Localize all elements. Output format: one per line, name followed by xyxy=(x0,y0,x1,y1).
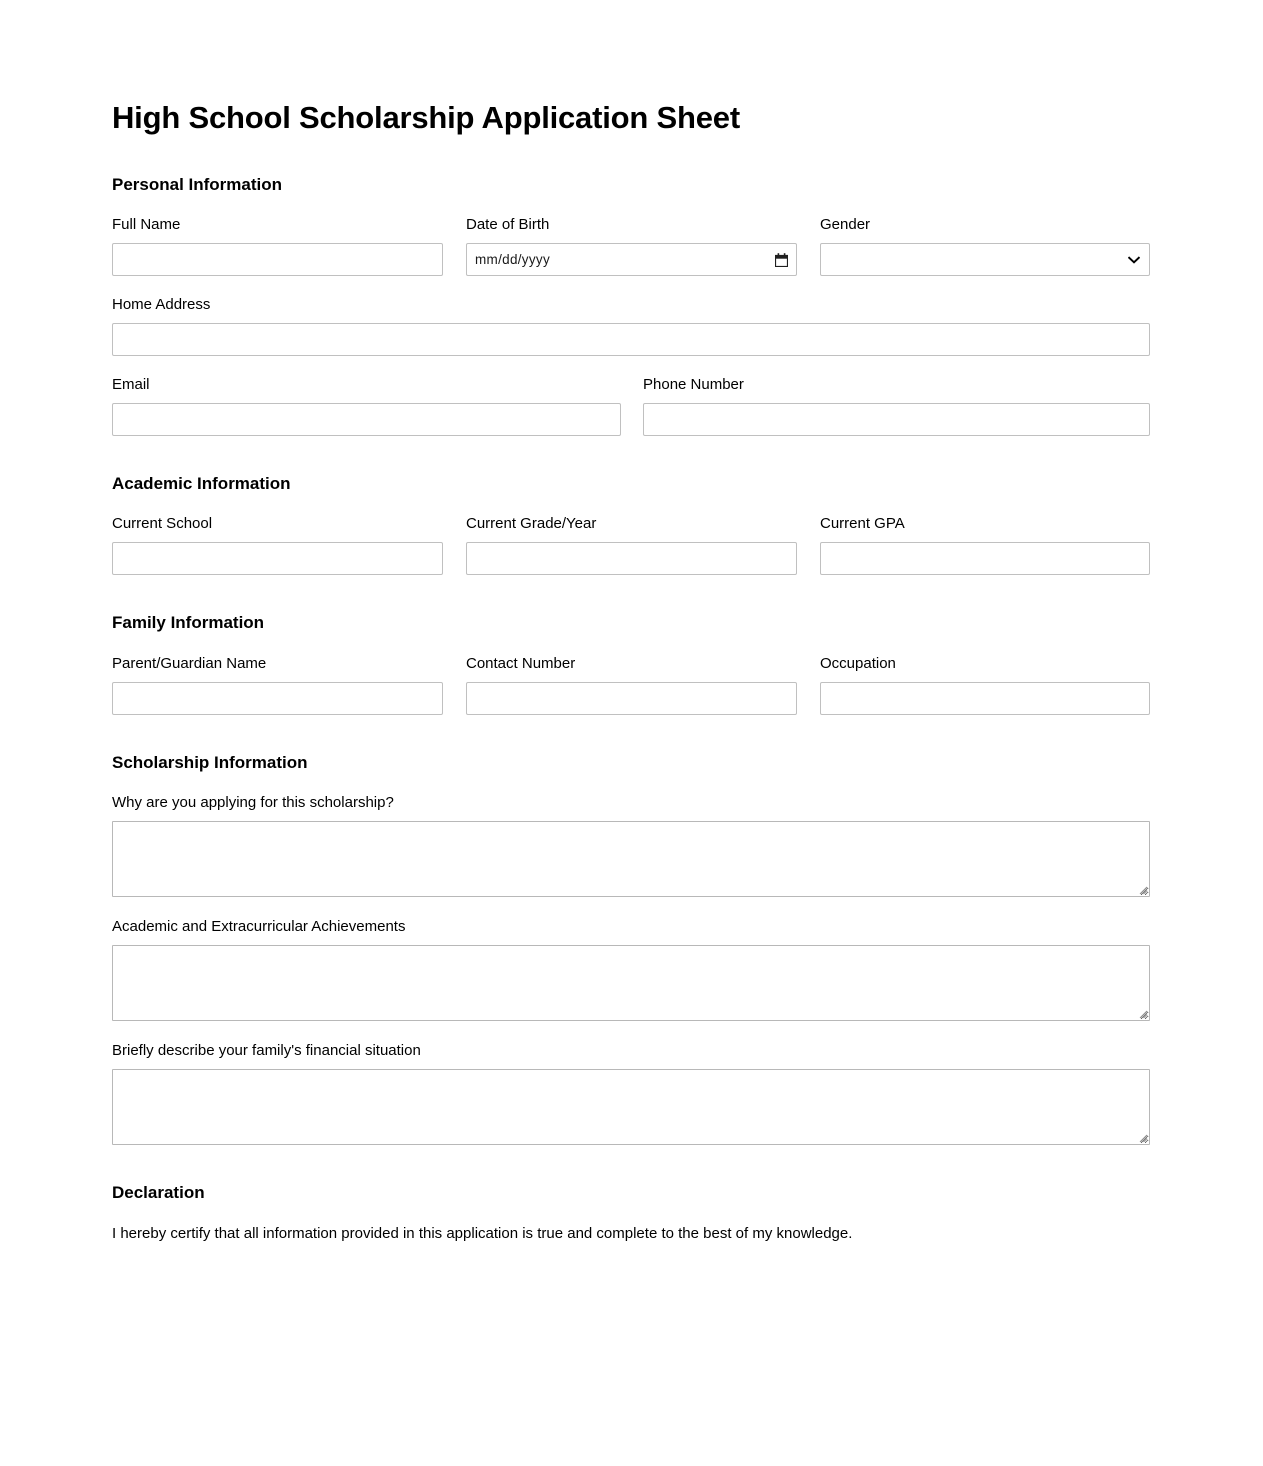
field-phone-number xyxy=(643,376,1150,436)
label-occupation: Occupation xyxy=(820,654,896,672)
label-home-address: Home Address xyxy=(112,296,211,314)
field-current-school xyxy=(112,515,443,575)
field-parent-guardian-name xyxy=(112,655,443,715)
home-address-input[interactable] xyxy=(112,323,1150,356)
gender-select-wrapper xyxy=(820,243,1150,276)
field-gender xyxy=(820,216,1150,276)
calendar-icon[interactable] xyxy=(775,253,788,267)
section-personal-information xyxy=(112,175,1150,436)
date-of-birth-wrapper xyxy=(466,243,797,276)
label-contact-number: Contact Number xyxy=(466,654,576,672)
field-achievements xyxy=(112,918,1150,1021)
financial-situation-textarea[interactable] xyxy=(112,1069,1150,1145)
contact-number-input[interactable] xyxy=(466,682,797,715)
financial-situation-wrapper xyxy=(112,1069,1150,1145)
section-heading-academic: Academic Information xyxy=(112,474,291,494)
page-title: High School Scholarship Application Sheet xyxy=(112,100,740,135)
current-grade-input[interactable] xyxy=(466,542,797,575)
label-parent-guardian-name: Parent/Guardian Name xyxy=(112,654,267,672)
section-scholarship-information xyxy=(112,753,1150,1145)
academic-row-1 xyxy=(112,515,1150,575)
gender-select[interactable] xyxy=(820,243,1150,276)
personal-row-1 xyxy=(112,216,1150,276)
label-email: Email xyxy=(112,376,150,394)
label-phone-number: Phone Number xyxy=(643,376,744,394)
field-occupation xyxy=(820,655,1150,715)
label-current-school: Current School xyxy=(112,515,213,533)
label-current-grade: Current Grade/Year xyxy=(466,515,597,533)
achievements-textarea[interactable] xyxy=(112,945,1150,1021)
field-date-of-birth xyxy=(466,216,797,276)
occupation-input[interactable] xyxy=(820,682,1150,715)
label-financial-situation: Briefly describe your family's financial situation xyxy=(112,1042,421,1060)
personal-row-2 xyxy=(112,296,1150,356)
label-date-of-birth: Date of Birth xyxy=(466,216,550,234)
field-financial-situation xyxy=(112,1042,1150,1145)
field-current-gpa xyxy=(820,515,1150,575)
phone-number-input[interactable] xyxy=(643,403,1150,436)
current-gpa-input[interactable] xyxy=(820,542,1150,575)
section-declaration xyxy=(112,1183,1150,1243)
section-family-information xyxy=(112,613,1150,714)
field-email xyxy=(112,376,621,436)
section-academic-information xyxy=(112,474,1150,575)
label-why-applying: Why are you applying for this scholarship? xyxy=(112,794,394,812)
label-full-name: Full Name xyxy=(112,216,181,234)
field-current-grade xyxy=(466,515,797,575)
date-of-birth-input[interactable] xyxy=(466,243,797,276)
field-contact-number xyxy=(466,655,797,715)
why-applying-textarea[interactable] xyxy=(112,821,1150,897)
section-heading-declaration: Declaration xyxy=(112,1183,205,1203)
field-home-address xyxy=(112,296,1150,356)
personal-row-3 xyxy=(112,376,1150,436)
parent-guardian-name-input[interactable] xyxy=(112,682,443,715)
section-heading-scholarship: Scholarship Information xyxy=(112,752,308,772)
section-heading-family: Family Information xyxy=(112,613,265,633)
declaration-text: I hereby certify that all information provided in this application is true and complete to the best of my knowledge. xyxy=(112,1224,853,1242)
field-full-name xyxy=(112,216,443,276)
full-name-input[interactable] xyxy=(112,243,443,276)
family-row-1 xyxy=(112,655,1150,715)
date-of-birth-placeholder: mm/dd/yyyy xyxy=(475,252,551,268)
chevron-down-icon[interactable] xyxy=(1128,256,1140,264)
achievements-wrapper xyxy=(112,945,1150,1021)
email-field[interactable] xyxy=(112,403,621,436)
field-why-applying xyxy=(112,794,1150,897)
label-gender: Gender xyxy=(820,216,871,234)
label-current-gpa: Current GPA xyxy=(820,515,905,533)
label-achievements: Academic and Extracurricular Achievements xyxy=(112,918,406,936)
current-school-input[interactable] xyxy=(112,542,443,575)
section-heading-personal: Personal Information xyxy=(112,174,283,194)
why-applying-wrapper xyxy=(112,821,1150,897)
